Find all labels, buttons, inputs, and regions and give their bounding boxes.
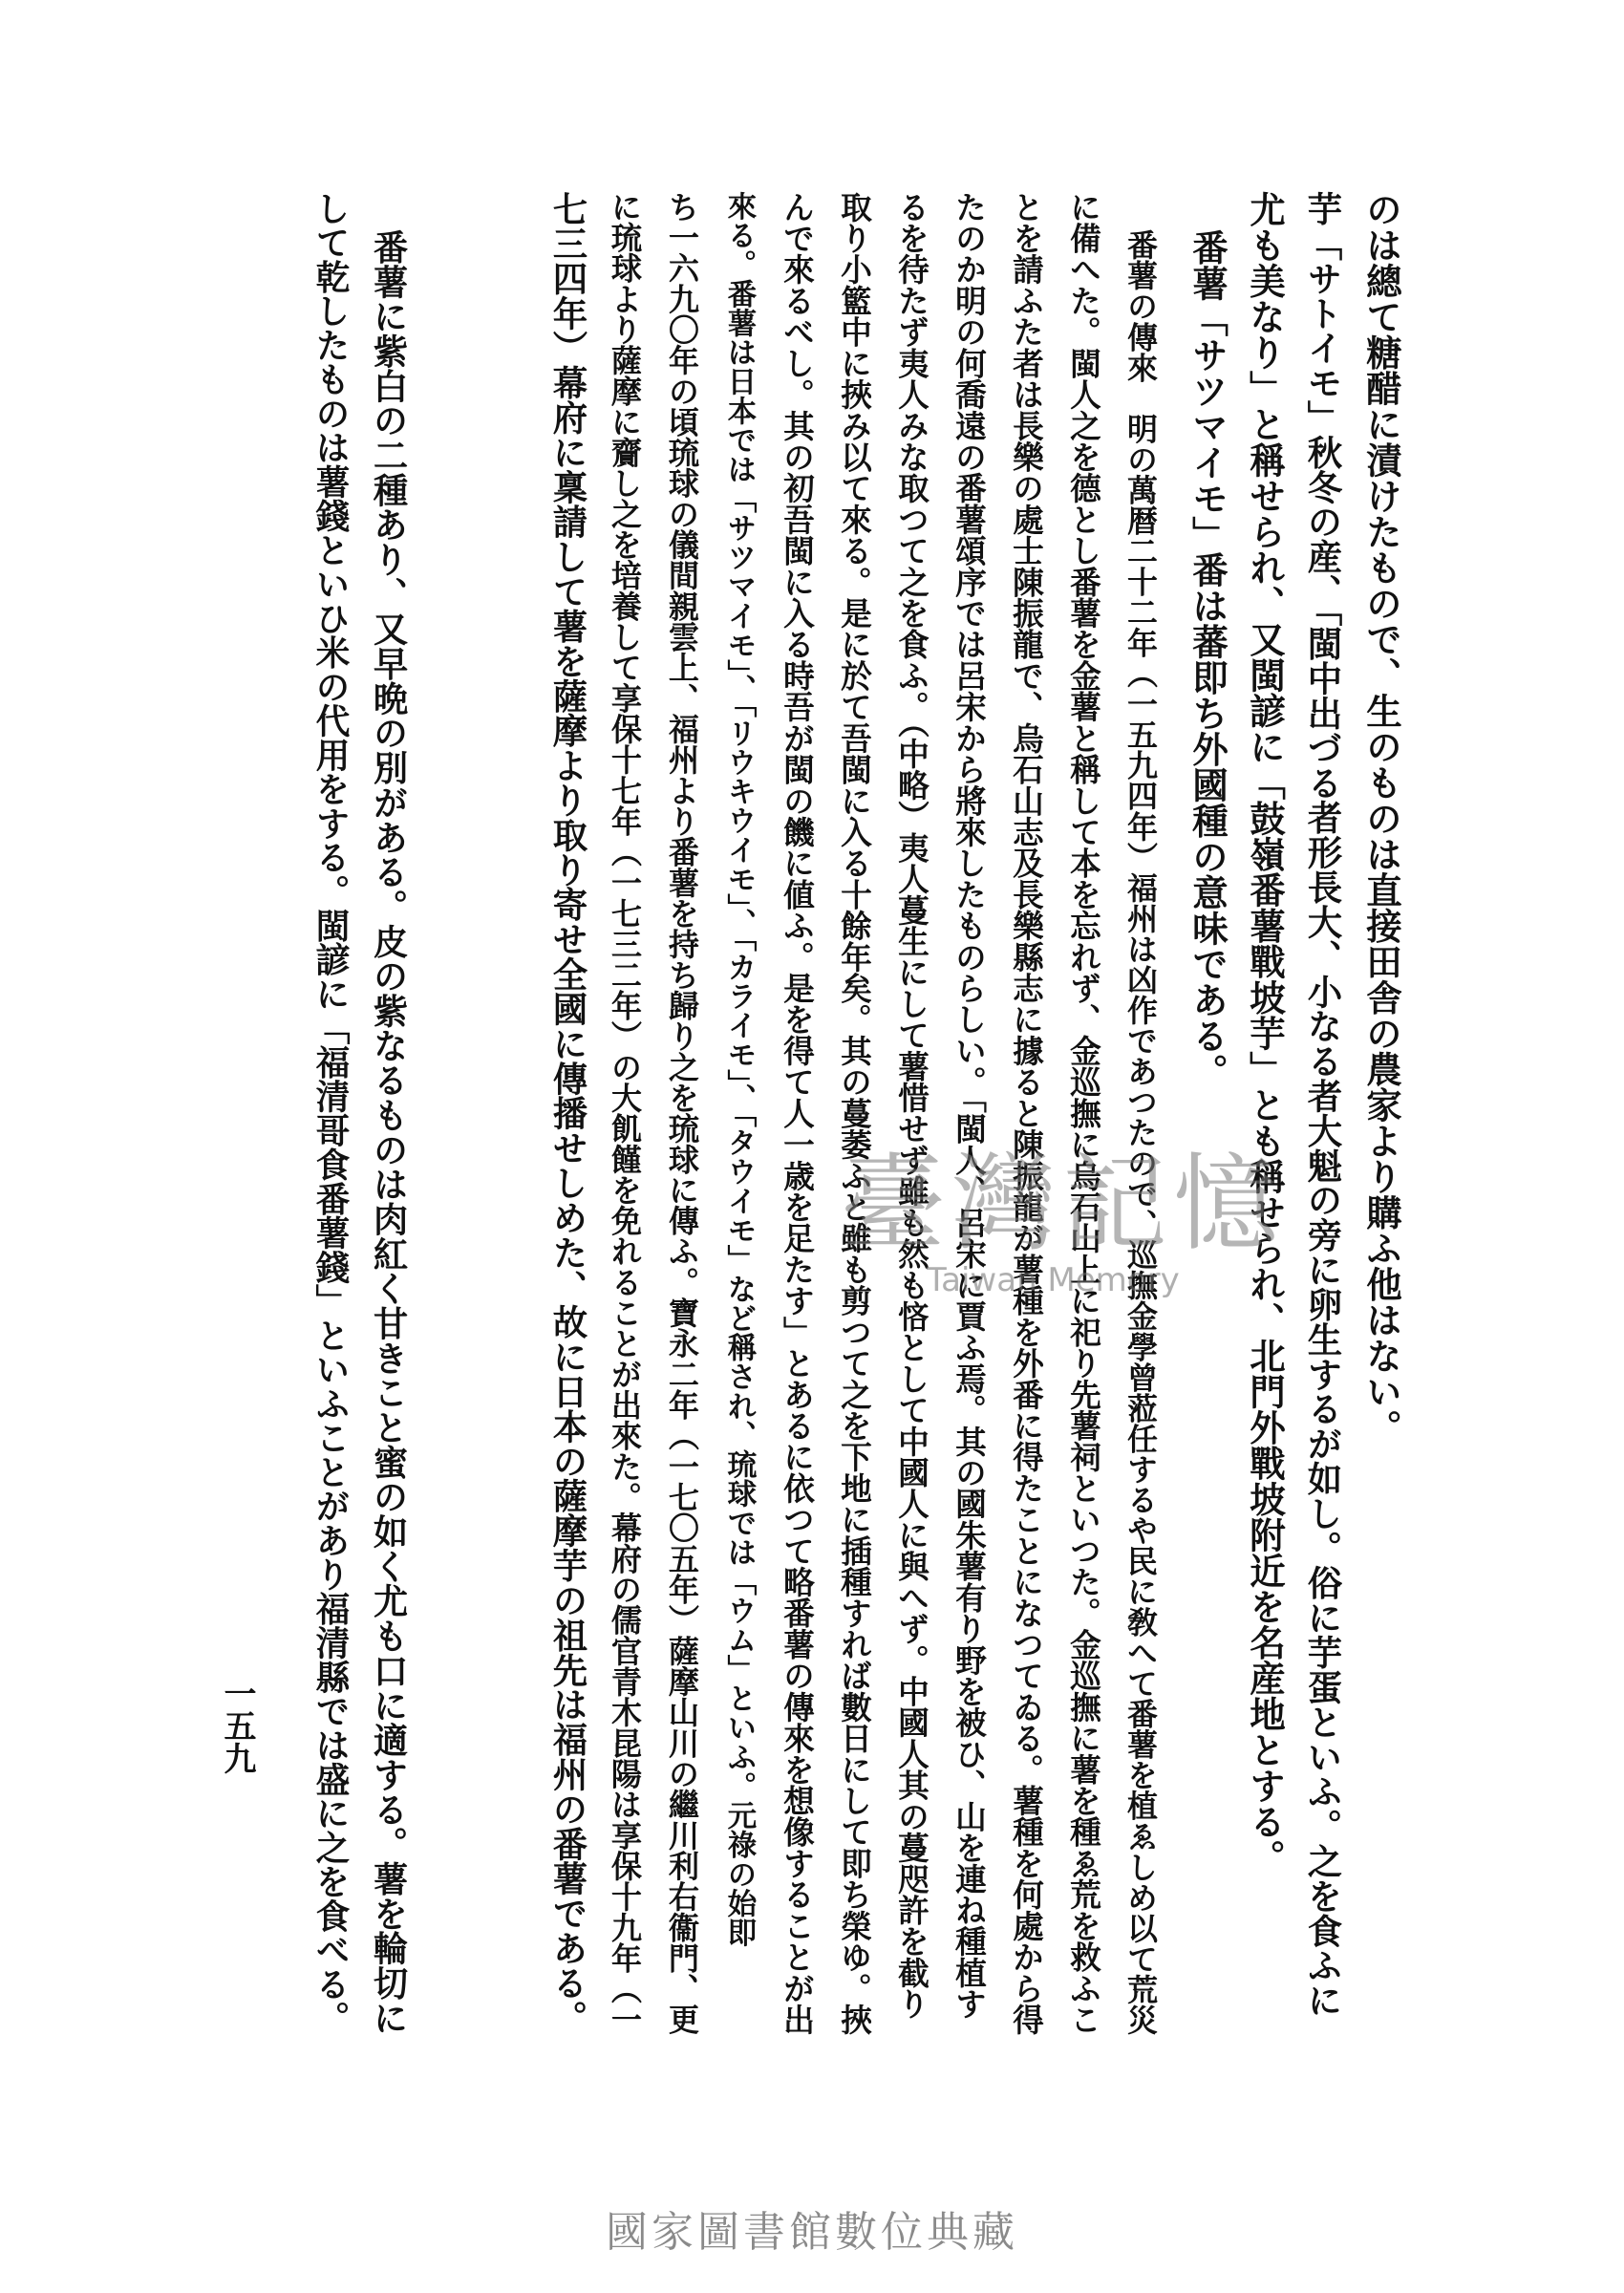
text-column-7: とを請ふた者は長樂の處士陳振龍で、烏石山志及長樂縣志に據ると陳振龍が薯種を外番に得たことになつてゐる。薯種を何處から得 [1008,191,1045,2035]
text-column-5: 番薯の傳來 明の萬暦二十二年（一五九四年）福州は凶作であつたので、巡撫金學曾蒞任するや民に敎へて番薯を植ゑしめ以て荒災 [1122,229,1159,2035]
text-column-11: んで來るべし。其の初吾閩に入る時吾が閩の饑に値ふ。是を得て人一歳を足たす」とあるに依つて略番薯の傳來を想像することが出 [779,191,816,2035]
text-column-17: して乾したものは薯錢といひ米の代用をする。閩諺に「福清哥食番薯錢」といふことがあり福清縣では盛に之を食べる。 [310,191,351,2035]
watermark-subtitle: Taiwan Memory [927,1261,1180,1299]
text-column-2: 芋「サトイモ」秋冬の産、「閩中出づる者形長大、小なる者大魁の旁に卵生するが如し。俗に芋蛋といふ。之を食ふに [1302,191,1343,2018]
text-column-4: 番薯「サツマイモ」番は蕃即ち外國種の意味である。 [1186,229,1229,1089]
text-column-10: 取り小籃中に挾み以て來る。是に於て吾閩に入る十餘年矣。其の蔓萎ふと雖も剪つて之を下地に插種すれば數日にして即ち榮ゆ。挾 [836,191,873,2035]
watermark-logo [841,1143,1299,1338]
page-number: 一五九 [218,1677,256,1774]
text-column-14: に琉球より薩摩に齎し之を培養して享保十七年（一七三二年）の大飢饉を免れることが出來た。幕府の儒官青木昆陽は享保十九年（一 [607,191,643,2035]
text-column-9: るを待たず夷人みな取つて之を食ふ。（中略）夷人蔓生にして薯惜せず雖も然も悋として中國人に與へず。中國人其の蔓咫許を截り [893,191,930,2020]
text-column-6: に備へた。閩人之を德とし番薯を金薯と稱して本を忘れず、金巡撫に烏石山上に祀り先薯祠といつた。金巡撫に薯を種ゑ荒を救ふこ [1065,191,1102,2035]
text-column-3: 尤も美なり」と稱せられ、又閩諺に「鼓嶺番薯戰坡芋」とも稱せられ、北門外戰坡附近を名産地とする。 [1244,191,1286,1875]
text-column-8: たのか明の何喬遠の番薯頌序では呂宋から將來したものらしい。「閩人、呂宋に賈ふ焉。其の國朱薯有り野を被ひ、山を連ね種植す [951,191,988,2020]
footer-credit: 國家圖書館數位典藏 [606,2208,1018,2257]
text-column-15: 七三四年）幕府に稟請して薯を薩摩より取り寄せ全國に傳播せしめた、故に日本の薩摩芋の祖先は福州の番薯である。 [547,191,588,2035]
text-column-13: ち一六九〇年の頃琉球の儀間親雲上、福州より番薯を持ち歸り之を琉球に傳ふ。寶永二年（一七〇五年）薩摩山川の繼川利右衞門、更 [664,191,700,2035]
text-column-12: 來る。番薯は日本では「サツマイモ」、「リウキウイモ」、「カライモ」、「タウイモ」など稱され、琉球では「ウム」といふ。元祿の始即 [722,191,757,1947]
text-column-16: 番薯に紫白の二種あり、又早晩の別がある。皮の紫なるものは肉紅く甘きこと蜜の如く尤も口に適する。薯を輪切に [368,229,409,2035]
watermark-title: 臺灣記憶 [841,1143,1284,1265]
text-column-1: のは總て糖醋に漬けたもので、生のものは直接田舎の農家より購ふ他はない。 [1360,191,1402,1446]
